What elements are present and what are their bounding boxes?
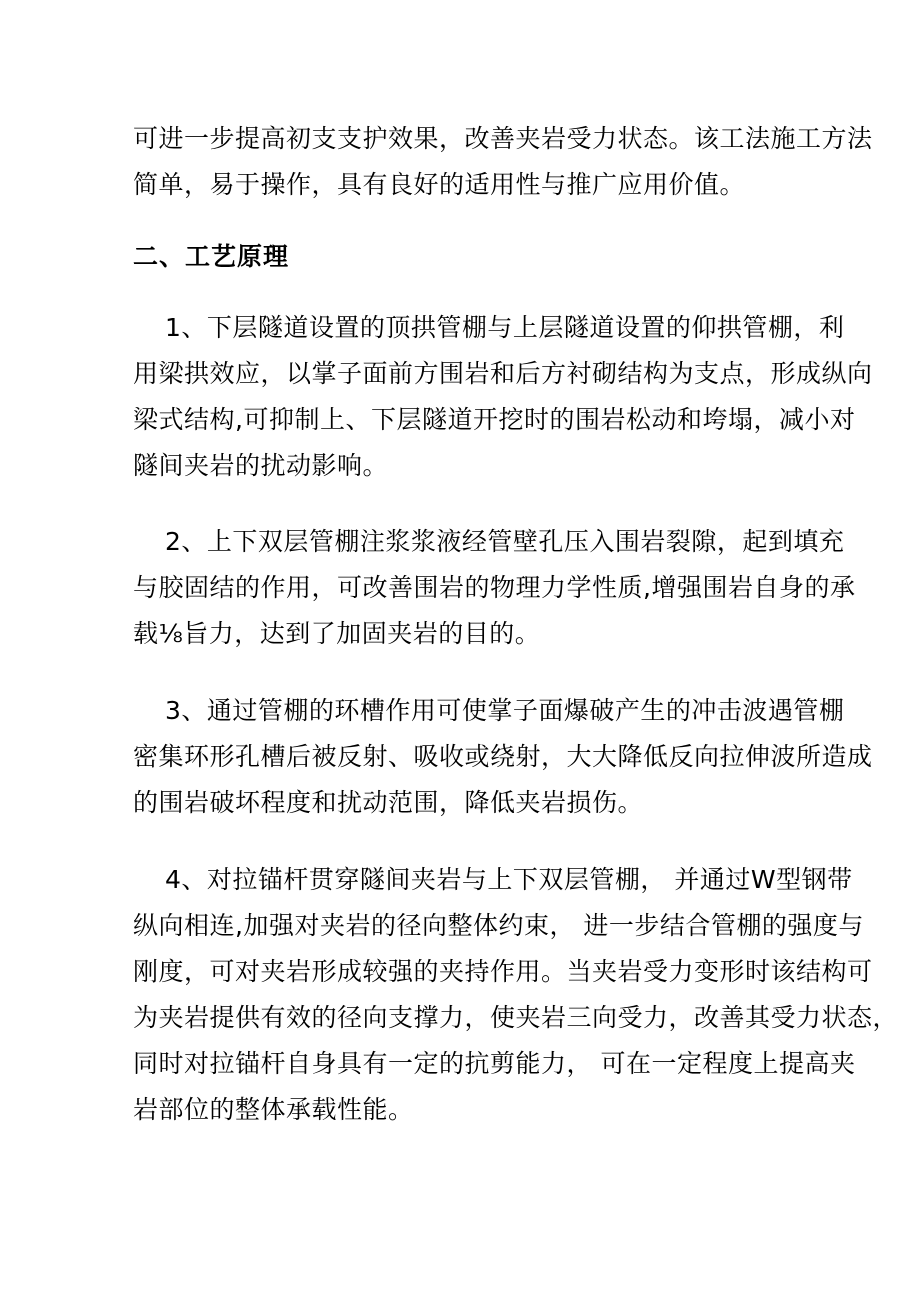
text-line: 的围岩破坏程度和扰动范围，降低夹岩损伤。 (133, 788, 644, 817)
paragraph-4 (133, 857, 899, 1133)
text-line: 隧间夹岩的扰动影响。 (133, 451, 389, 480)
text-line: 同时对拉锚杆自身具有一定的抗剪能力， 可在一定程度上提高夹 (133, 1049, 856, 1078)
text-line: 3、通过管棚的环槽作用可使掌子面爆破产生的冲击波遇管棚 (165, 696, 845, 725)
text-line: 简单，易于操作，具有良好的适用性与推广应用价值。 (133, 170, 746, 199)
text-line: 纵向相连,加强对夹岩的径向整体约束， 进一步结合管棚的强度与 (133, 911, 864, 940)
paragraph-2 (133, 519, 856, 657)
intro-paragraph (133, 116, 873, 208)
paragraph-1 (133, 305, 873, 489)
text-line: 为夹岩提供有效的径向支撑力，使夹岩三向受力，改善其受力状态， (133, 1003, 899, 1032)
text-line: 梁式结构,可抑制上、下层隧道开挖时的围岩松动和垮塌，减小对 (133, 405, 856, 434)
paragraph-3 (133, 688, 873, 826)
section-heading: 二、工艺原理 (133, 242, 290, 271)
text-line: 可进一步提高初支支护效果，改善夹岩受力状态。该工法施工方法 (133, 124, 873, 153)
text-line: 岩部位的整体承载性能。 (133, 1095, 414, 1124)
text-line: 1、下层隧道设置的顶拱管棚与上层隧道设置的仰拱管棚，利 (165, 313, 845, 342)
text-line: 用梁拱效应，以掌子面前方围岩和后方衬砌结构为支点，形成纵向 (133, 359, 873, 388)
text-line: 载⅛旨力，达到了加固夹岩的目的。 (133, 619, 541, 648)
text-line: 与胶固结的作用，可改善围岩的物理力学性质,增强围岩自身的承 (133, 573, 856, 602)
text-line: 2、上下双层管棚注浆浆液经管壁孔压入围岩裂隙，起到填充 (165, 527, 845, 556)
text-line: 刚度，可对夹岩形成较强的夹持作用。当夹岩受力变形时该结构可 (133, 957, 873, 986)
text-line: 4、对拉锚杆贯穿隧间夹岩与上下双层管棚， 并通过W型钢带 (165, 865, 853, 894)
text-line: 密集环形孔槽后被反射、吸收或绕射，大大降低反向拉伸波所造成 (133, 742, 873, 771)
